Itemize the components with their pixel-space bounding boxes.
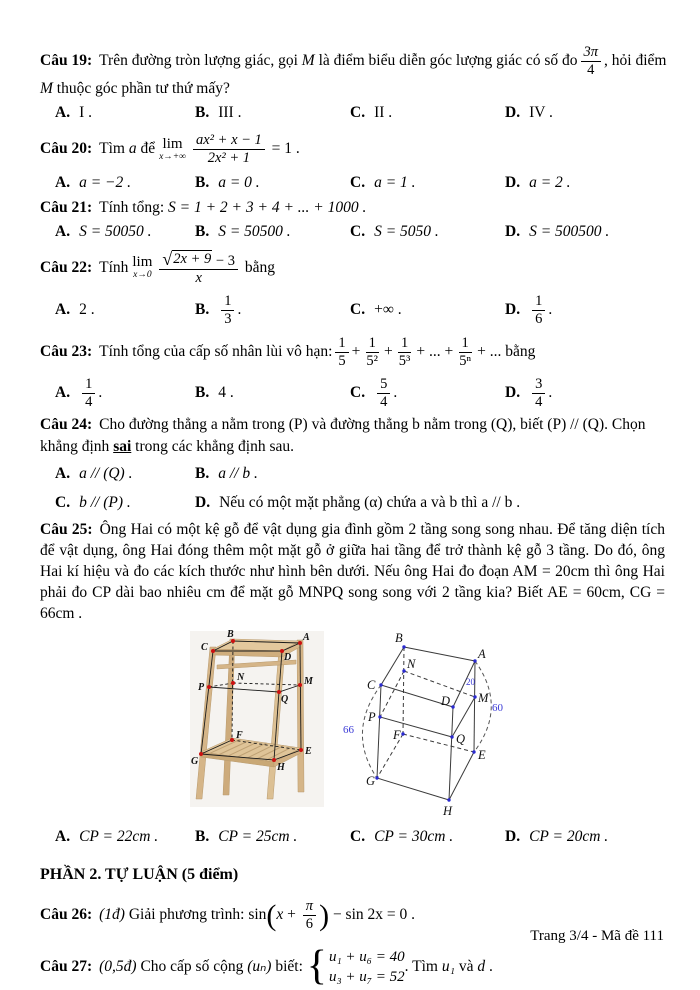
answer-option: C. +∞ . bbox=[350, 300, 402, 318]
q21-label: Câu 21: bbox=[40, 199, 93, 217]
q24-line2: khẳng định sai trong các khẳng định sau. bbox=[40, 438, 294, 456]
vertex-label: B bbox=[227, 628, 234, 640]
q26-label: Câu 26: bbox=[40, 905, 93, 923]
q22-text1: Tính bbox=[99, 258, 129, 276]
q20-fraction: $\frac{\text{ax² + x − 1}}{\text{2x² + 1}}$ bbox=[193, 132, 265, 166]
q25-answers bbox=[40, 827, 665, 848]
answer-option: C. $\frac{5}{4}$ . bbox=[350, 376, 398, 410]
open-paren: ( bbox=[266, 898, 277, 932]
question-25 bbox=[40, 520, 665, 848]
answer-option: B. 4 . bbox=[195, 383, 234, 401]
system-brace: { bbox=[306, 943, 327, 990]
answer-option: A. CP = 22cm . bbox=[55, 827, 159, 845]
vertex-label: F bbox=[236, 729, 243, 741]
q25-label: Câu 25: bbox=[40, 521, 93, 539]
vertex-label: P bbox=[198, 681, 205, 693]
diagram-solid-edges bbox=[377, 647, 475, 800]
answer-option: A. a // (Q) . bbox=[55, 464, 133, 482]
question-21 bbox=[40, 198, 665, 243]
q20-var-a: a bbox=[128, 139, 137, 157]
answer-option: A. a = −2 . bbox=[55, 174, 131, 192]
q19-text4: thuộc góc phần tư thứ mấy? bbox=[52, 80, 230, 98]
answer-option: B. $\frac{1}{3}$ . bbox=[195, 293, 242, 327]
answer-option: D. Nếu có một mặt phẳng (α) chứa a và b thì a // b . bbox=[195, 493, 521, 511]
q19-var-M2: M bbox=[40, 80, 53, 98]
vertex-label: B bbox=[395, 630, 403, 645]
q20-text3: = 1 . bbox=[267, 139, 300, 157]
q22-answers bbox=[40, 292, 665, 328]
dim-20: 20 bbox=[466, 676, 475, 687]
vertex-label: A bbox=[478, 646, 486, 661]
vertex-label: N bbox=[407, 656, 416, 671]
q27-eq1: u₁ + u₆ = 40 bbox=[328, 948, 405, 965]
answer-option: D. CP = 20cm . bbox=[505, 827, 609, 845]
q24-answers-row2 bbox=[40, 490, 665, 516]
vertex-label: H bbox=[443, 803, 453, 818]
answer-option: A. $\frac{1}{4}$ . bbox=[55, 376, 103, 410]
q27-score: (0,5đ) bbox=[99, 957, 137, 975]
q22-text2: bằng bbox=[240, 258, 275, 276]
vertex-label: D bbox=[441, 693, 451, 708]
q19-var-M: M bbox=[301, 51, 315, 69]
diagram-vertex-labels bbox=[366, 631, 489, 818]
vertex-label: G bbox=[366, 773, 376, 788]
q19-fraction: $\frac{3\pi}{4}$ bbox=[581, 44, 602, 78]
vertex-label: C bbox=[367, 677, 376, 692]
q21-expression: S = 1 + 2 + 3 + 4 + ... + 1000 . bbox=[168, 199, 367, 217]
answer-option: B. III . bbox=[195, 104, 242, 122]
answer-option: B. CP = 25cm . bbox=[195, 827, 298, 845]
answer-option: C. a = 1 . bbox=[350, 174, 416, 192]
q21-text1: Tính tổng: bbox=[99, 199, 168, 217]
q19-text3: , hỏi điểm bbox=[604, 51, 667, 69]
q27-text3: . Tìm bbox=[404, 957, 442, 975]
page-footer: Trang 3/4 - Mã đề 111 bbox=[530, 928, 664, 944]
answer-option: B. a = 0 . bbox=[195, 174, 260, 192]
q27-text5: . bbox=[485, 957, 493, 975]
q23-label: Câu 23: bbox=[40, 342, 93, 360]
vertex-label: G bbox=[191, 755, 199, 767]
q25-text: Câu 25: Ông Hai có một kệ gỗ để vật dụng gia đình gồm 2 tầng song song nhau. Để tăng diện tích để vật dụng, ông Hai đóng thêm một mặt gỗ ở giữa hai tầng để trở thành kệ gỗ 3 tầng. Do đó, ông Hai kí hiệu và đo các kích thước như hình bên dưới. Nếu ông Hai đo đoạn AM = 20cm thì ông Hai phải đo CP dài bao nhiêu cm để mặt gỗ MNPQ song song với 2 tầng kia? Biết AE = 60cm, CG = 66cm . bbox=[40, 521, 665, 622]
q24-answers-row1 bbox=[40, 461, 665, 487]
q19-answers bbox=[40, 103, 665, 124]
q27-text1: Cho cấp số cộng bbox=[136, 957, 248, 975]
q20-label: Câu 20: bbox=[40, 139, 93, 157]
q24-text1: Cho đường thẳng a nằm trong (P) và đường thẳng b nằm trong (Q), biết (P) // (Q). Chọn bbox=[99, 416, 646, 434]
vertex-label: H bbox=[277, 761, 285, 773]
vertex-label: D bbox=[284, 651, 292, 663]
q22-limit: lim x→0 bbox=[132, 254, 153, 281]
q24-sai-underlined: sai bbox=[113, 438, 132, 456]
q26-sin: sin bbox=[248, 905, 267, 923]
q27-equation-system bbox=[329, 947, 405, 988]
question-22 bbox=[40, 247, 665, 328]
q27-text4: và bbox=[454, 957, 478, 975]
vertex-label: P bbox=[368, 709, 376, 724]
vertex-label: N bbox=[237, 671, 245, 683]
answer-option: D. $\frac{3}{4}$ . bbox=[505, 376, 553, 410]
q27-sequence: (uₙ) bbox=[247, 957, 272, 975]
question-20 bbox=[40, 128, 665, 194]
q19-text2: là điểm biểu diễn góc lượng giác có số đo bbox=[314, 51, 578, 69]
q23-text2: bằng bbox=[501, 342, 536, 360]
answer-option: A. S = 50050 . bbox=[55, 223, 152, 241]
answer-option: B. a // b . bbox=[195, 464, 258, 482]
question-19 bbox=[40, 44, 665, 124]
answer-option: D. a = 2 . bbox=[505, 174, 571, 192]
answer-option: C. CP = 30cm . bbox=[350, 827, 454, 845]
q19-text1: Trên đường tròn lượng giác, gọi bbox=[99, 51, 302, 69]
close-paren: ) bbox=[319, 898, 330, 932]
vertex-label: Q bbox=[456, 731, 466, 746]
q20-line1 bbox=[40, 128, 665, 170]
q19-line2 bbox=[40, 79, 665, 100]
q20-text1: Tìm bbox=[99, 139, 129, 157]
q22-label: Câu 22: bbox=[40, 258, 93, 276]
q24-line1 bbox=[40, 415, 665, 436]
q26-score: (1đ) bbox=[99, 905, 125, 923]
answer-option: A. 2 . bbox=[55, 300, 95, 318]
q23-text1: Tính tổng của cấp số nhân lùi vô hạn: bbox=[99, 342, 333, 360]
answer-option: C. b // (P) . bbox=[55, 493, 131, 511]
q25-figures bbox=[190, 627, 665, 819]
q22-line1 bbox=[40, 247, 665, 289]
q19-line1 bbox=[40, 44, 665, 78]
q20-answers bbox=[40, 173, 665, 194]
dim-60: 60 bbox=[492, 701, 503, 714]
q27-u1: u₁ bbox=[441, 957, 455, 975]
box-diagram-figure bbox=[342, 627, 520, 819]
answer-option: B. S = 50500 . bbox=[195, 223, 291, 241]
q27-line1 bbox=[40, 941, 665, 990]
answer-option: D. $\frac{1}{6}$ . bbox=[505, 293, 553, 327]
q26-text1: Giải phương trình: bbox=[124, 905, 249, 923]
q19-label: Câu 19: bbox=[40, 51, 93, 69]
answer-option: D. S = 500500 . bbox=[505, 223, 610, 241]
q20-limit: lim x→+∞ bbox=[159, 135, 186, 162]
answer-option: D. IV . bbox=[505, 104, 553, 122]
dim-66: 66 bbox=[343, 723, 354, 736]
vertex-label: C bbox=[201, 641, 208, 653]
q21-answers bbox=[40, 222, 665, 243]
q27-text2: biết: bbox=[271, 957, 307, 975]
q27-eq2: u₃ + u₇ = 52 bbox=[328, 969, 405, 986]
question-27 bbox=[40, 941, 665, 990]
vertex-label: A bbox=[303, 631, 310, 643]
vertex-label: E bbox=[478, 747, 486, 762]
answer-option: C. S = 5050 . bbox=[350, 223, 439, 241]
vertex-label: M bbox=[478, 690, 489, 705]
q27-d: d bbox=[477, 957, 486, 975]
question-23 bbox=[40, 332, 665, 411]
q23-answers bbox=[40, 375, 665, 411]
q21-line1 bbox=[40, 198, 665, 219]
q23-line1: Câu 23: Tính tổng của cấp số nhân lùi vô hạn: $\frac{1}{5}$ + $\frac{1}{\text{5²}}$ + $\frac{1}{\text{5³}}$ + ... + $\frac{1}{\text{5ⁿ}}$ + ... bằng bbox=[40, 335, 536, 369]
answer-option: C. II . bbox=[350, 104, 393, 122]
vertex-label: E bbox=[305, 745, 312, 757]
q20-text2: để bbox=[136, 139, 156, 157]
question-24 bbox=[40, 415, 665, 516]
vertex-label: M bbox=[304, 675, 313, 687]
part2-heading: PHẦN 2. TỰ LUẬN (5 điểm) bbox=[40, 865, 239, 883]
q27-label: Câu 27: bbox=[40, 957, 93, 975]
q22-fraction: √ 2x + 9 − 3 x bbox=[159, 250, 238, 287]
answer-option: A. I . bbox=[55, 104, 92, 122]
q26-line1: Câu 26: (1đ) Giải phương trình: sin ( x + $\frac{\pi}{6}$ ) − sin 2x = 0 . bbox=[40, 898, 416, 932]
radical: √ 2x + 9 bbox=[162, 248, 212, 269]
vertex-label: Q bbox=[281, 693, 289, 705]
vertex-label: F bbox=[393, 727, 401, 742]
q26-fraction: $\frac{\pi}{6}$ bbox=[303, 898, 316, 932]
shelf-photo-figure bbox=[190, 627, 330, 809]
q24-label: Câu 24: bbox=[40, 416, 93, 434]
q26-text2: − sin 2x = 0 . bbox=[329, 905, 416, 923]
